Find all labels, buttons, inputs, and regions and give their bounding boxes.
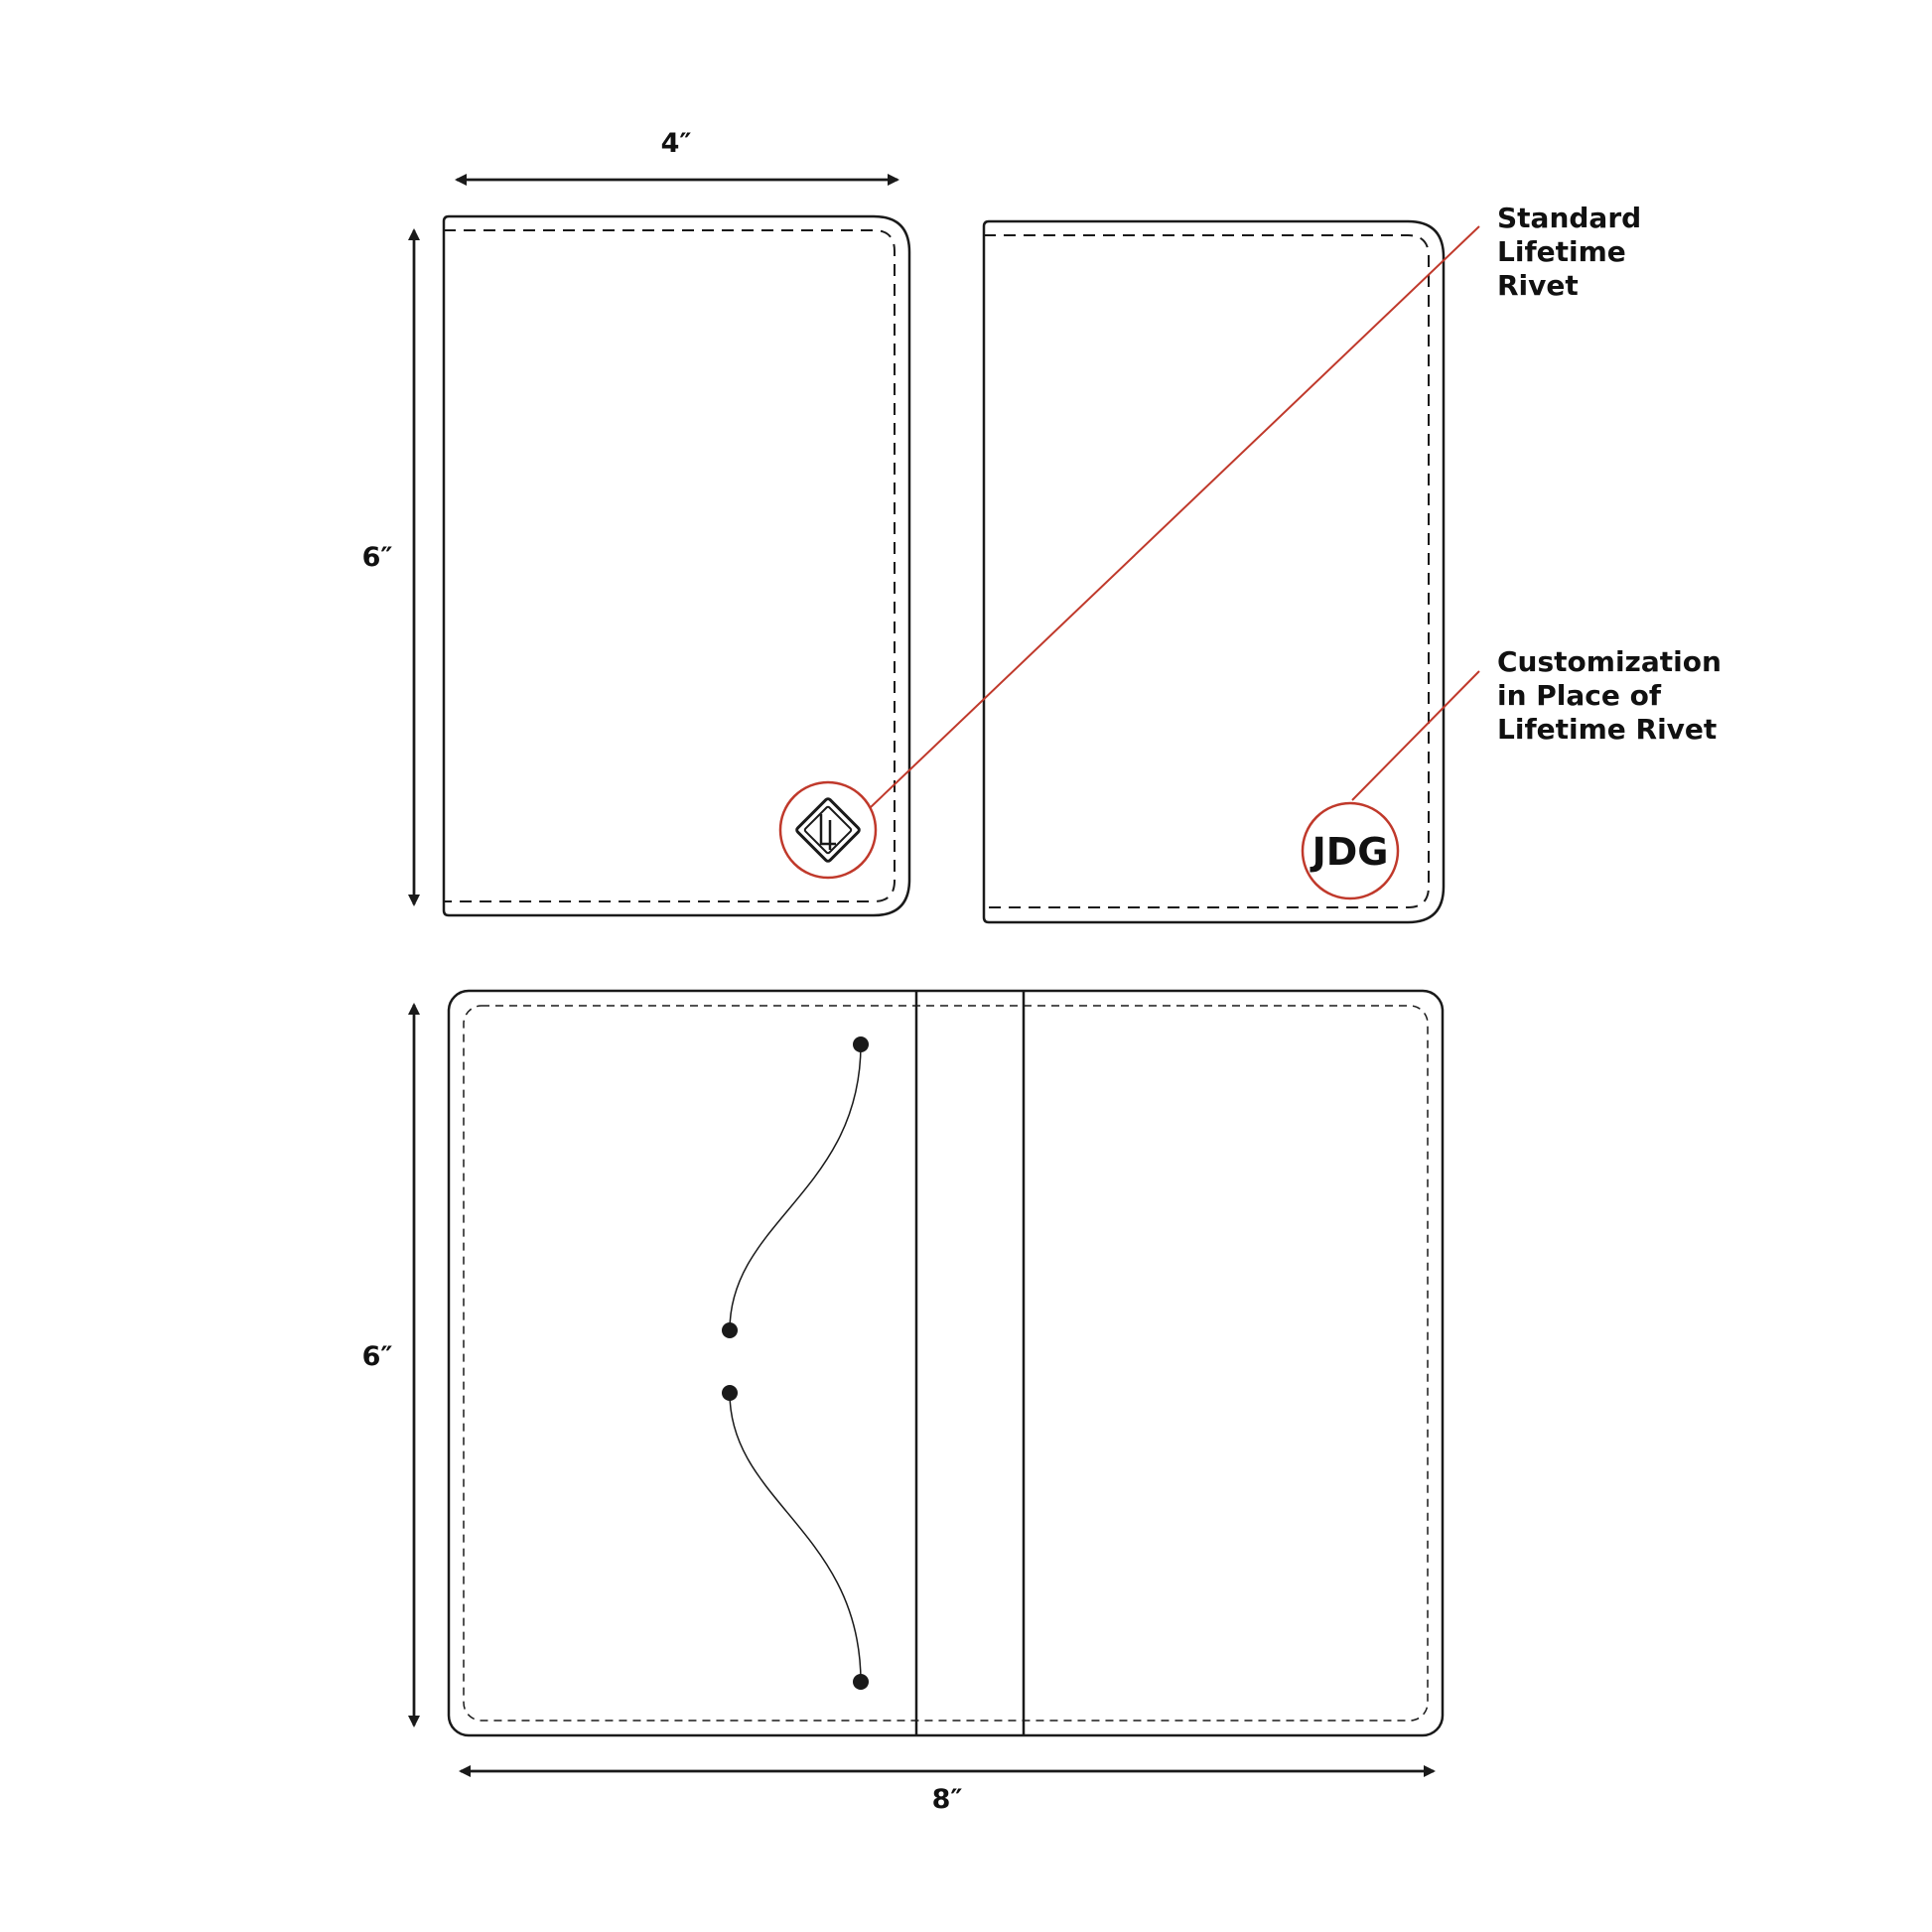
- customization-monogram: [1303, 803, 1398, 898]
- open-height-label: 6″: [361, 1341, 393, 1372]
- custom-leader-line: [1352, 671, 1479, 800]
- front-width-label: 4″: [660, 128, 692, 159]
- open-view-outline: [449, 991, 1443, 1735]
- elastic-cord-lower: [730, 1393, 861, 1682]
- open-width-label: 8″: [931, 1784, 963, 1815]
- custom-callout-line-1: Customization: [1497, 645, 1722, 678]
- rivet-callout-line-3: Rivet: [1497, 269, 1579, 302]
- cord-anchor-bottom: [853, 1674, 869, 1690]
- rivet-highlight-circle: [780, 782, 876, 878]
- monogram-text: JDG: [1311, 830, 1389, 874]
- open-width-dimension: [461, 1771, 1434, 1815]
- lifetime-rivet-icon: [795, 797, 860, 862]
- cord-anchor-mid-lower: [722, 1385, 738, 1401]
- open-view-stitch: [464, 1006, 1428, 1721]
- rivet-callout: [1497, 202, 1651, 302]
- cord-anchor-mid-upper: [722, 1322, 738, 1338]
- back-panel-stitch: [984, 235, 1429, 907]
- custom-callout-line-3: Lifetime Rivet: [1497, 713, 1718, 746]
- front-width-dimension: [457, 128, 897, 180]
- elastic-cord-upper: [730, 1044, 861, 1330]
- custom-callout: [1497, 645, 1731, 746]
- custom-callout-line-2: in Place of: [1497, 679, 1662, 712]
- cord-anchor-top: [853, 1036, 869, 1052]
- front-height-label: 6″: [361, 542, 393, 573]
- front-height-dimension: [362, 230, 414, 904]
- open-view: [449, 991, 1443, 1735]
- open-height-dimension: [362, 1005, 414, 1725]
- rivet-callout-line-1: Standard: [1497, 202, 1642, 234]
- rivet-callout-line-2: Lifetime: [1497, 235, 1626, 268]
- rivet-leader-line: [871, 226, 1479, 807]
- lifetime-rivet: [780, 782, 876, 878]
